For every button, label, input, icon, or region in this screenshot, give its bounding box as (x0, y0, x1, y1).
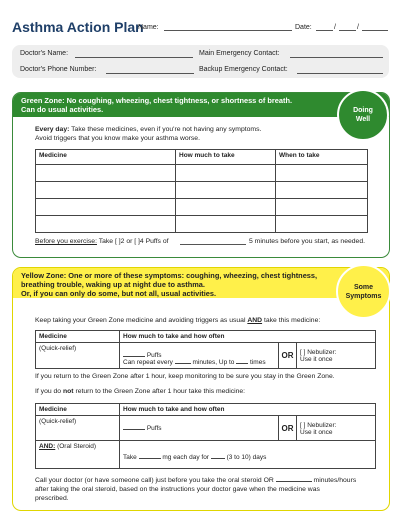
table-cell[interactable] (36, 182, 176, 199)
exercise-instruction (35, 238, 169, 245)
keep-post: take this medicine: (263, 317, 321, 324)
call-line1-pre: Call your doctor (or have someone call) just before you take the oral steroid OR (35, 477, 274, 484)
puffs-field[interactable] (123, 429, 145, 430)
some-symptoms-badge (336, 264, 391, 319)
name-field[interactable] (164, 30, 292, 31)
dose-cell[interactable] (120, 343, 279, 369)
exercise-end-text: 5 minutes before you start, as needed. (249, 238, 365, 245)
table-header-row (36, 331, 376, 343)
nebulizer-cell[interactable] (297, 343, 376, 369)
not-post: return to the Green Zone after 1 hour take this medicine: (75, 388, 246, 395)
keep-pre: Keep taking your Green Zone medicine and avoiding triggers as usual (35, 317, 246, 324)
badge-line: Some (353, 283, 374, 291)
date-label: Date: (295, 24, 312, 31)
everyday-label: Every day: (35, 126, 70, 133)
exercise-label: Before you exercise: (35, 238, 97, 245)
call-time-field[interactable] (276, 481, 312, 482)
contact-box (12, 45, 389, 78)
everyday-text: Take these medicines, even if you're not having any symptoms. (71, 126, 262, 133)
doctor-phone-label: Doctor's Phone Number: (20, 66, 97, 73)
table-row[interactable] (36, 343, 376, 369)
call-doctor-line1 (35, 477, 356, 484)
take-pre: Take (123, 454, 137, 461)
doctor-name-label: Doctor's Name: (20, 50, 69, 57)
not-word: not (62, 388, 74, 395)
date-year-field[interactable] (362, 30, 388, 31)
doctor-name-field[interactable] (75, 57, 193, 58)
main-emergency-field[interactable] (290, 57, 383, 58)
green-medicine-table (35, 149, 368, 233)
green-zone (12, 92, 390, 258)
table-cell[interactable] (176, 182, 276, 199)
keep-and: AND (247, 317, 263, 324)
avoid-triggers-text: Avoid triggers that you know make your asthma worse. (35, 135, 200, 142)
medicine-header: Medicine (36, 404, 120, 416)
keep-taking-text (35, 317, 320, 324)
yellow-zone-header (13, 268, 389, 298)
yellow-medicine-table-2 (35, 403, 376, 469)
table-row[interactable] (36, 441, 376, 469)
oral-steroid-label: (Oral Steroid) (57, 443, 97, 450)
when-header: When to take (276, 150, 368, 165)
take-mid: mg each day for (162, 454, 209, 461)
doctor-phone-field[interactable] (106, 73, 194, 74)
table-header-row (36, 404, 376, 416)
table-cell[interactable] (276, 165, 368, 182)
table-cell[interactable] (176, 199, 276, 216)
puffs-field[interactable] (123, 356, 145, 357)
repeat-post: times (250, 359, 266, 366)
doing-well-badge (337, 89, 389, 141)
medicine-header: Medicine (36, 150, 176, 165)
yellow-medicine-table-1 (35, 330, 376, 369)
table-cell[interactable] (36, 199, 176, 216)
medicine-header: Medicine (36, 331, 120, 343)
table-cell[interactable] (276, 199, 368, 216)
table-row[interactable] (36, 165, 368, 182)
nebulizer-option[interactable]: [ ] Nebulizer: (300, 349, 337, 356)
or-label: OR (279, 416, 297, 441)
date-month-field[interactable] (316, 30, 333, 31)
use-once-label: Use it once (300, 429, 333, 436)
table-cell[interactable] (176, 165, 276, 182)
yellow-header-line2: breathing trouble, waking up at night due to asthma. (21, 280, 205, 289)
date-separator: / (334, 24, 336, 31)
repeat-minutes-field[interactable] (175, 363, 191, 364)
backup-emergency-label: Backup Emergency Contact: (199, 66, 288, 73)
badge-line: Symptoms (345, 292, 382, 300)
badge-line: Well (355, 116, 371, 123)
use-once-label: Use it once (300, 356, 333, 363)
oral-steroid-cell[interactable] (36, 441, 120, 469)
quick-relief-cell[interactable] (36, 416, 120, 441)
table-row[interactable] (36, 199, 368, 216)
page-header (12, 19, 392, 35)
steroid-dose-cell[interactable] (120, 441, 376, 469)
table-cell[interactable] (276, 216, 368, 233)
call-doctor-line3: prescribed. (35, 495, 69, 502)
puffs-label: Puffs (146, 352, 162, 359)
everyday-instruction (35, 126, 261, 133)
table-cell[interactable] (276, 182, 368, 199)
how-much-header: How much to take (176, 150, 276, 165)
take-post: (3 to 10) days (226, 454, 267, 461)
yellow-header-line1: Yellow Zone: One or more of these symptoms: coughing, wheezing, chest tightness, (21, 271, 318, 280)
table-cell[interactable] (36, 165, 176, 182)
main-emergency-label: Main Emergency Contact: (199, 50, 280, 57)
and-label: AND: (39, 443, 56, 450)
repeat-times-field[interactable] (236, 363, 248, 364)
yellow-zone (12, 267, 390, 511)
puffs-label: Puffs (146, 425, 162, 432)
nebulizer-option[interactable]: [ ] Nebulizer: (300, 422, 337, 429)
not-return-text (35, 388, 245, 395)
table-row[interactable] (36, 216, 368, 233)
name-label: Name: (138, 24, 159, 31)
dose-cell[interactable] (120, 416, 279, 441)
badge-line: Doing (353, 107, 373, 114)
repeat-pre: Can repeat every (123, 359, 173, 366)
green-header-line1: Green Zone: No coughing, wheezing, chest tightness, or shortness of breath. (21, 96, 293, 105)
quick-relief-label: (Quick-relief) (39, 345, 77, 352)
call-doctor-line2: after taking the oral steroid, based on the instructions your doctor gave when the medicine was (35, 486, 320, 493)
exercise-text: Take [ ]2 or [ ]4 Puffs of (98, 238, 169, 245)
how-much-header: How much to take and how often (120, 331, 376, 343)
how-much-header: How much to take and how often (120, 404, 376, 416)
table-cell[interactable] (36, 216, 176, 233)
table-header-row (36, 150, 368, 165)
steroid-mg-field[interactable] (139, 458, 161, 459)
nebulizer-cell[interactable] (297, 416, 376, 441)
steroid-days-field[interactable] (211, 458, 225, 459)
yellow-header-line3: Or, if you can only do some, but not all, usual activities. (21, 289, 217, 298)
table-row[interactable] (36, 416, 376, 441)
green-header-line2: Can do usual activities. (21, 105, 104, 114)
call-line1-post: minutes/hours (313, 477, 357, 484)
page-title: Asthma Action Plan (12, 19, 144, 35)
table-row[interactable] (36, 182, 368, 199)
quick-relief-label: (Quick-relief) (39, 418, 77, 425)
date-separator: / (357, 24, 359, 31)
table-cell[interactable] (176, 216, 276, 233)
backup-emergency-field[interactable] (297, 73, 383, 74)
exercise-medicine-field[interactable] (180, 244, 246, 245)
date-day-field[interactable] (339, 30, 356, 31)
or-label: OR (279, 343, 297, 369)
return-green-text: If you return to the Green Zone after 1 hour, keep monitoring to be sure you stay in the Green Zone. (35, 373, 335, 380)
green-zone-header (13, 93, 389, 117)
not-pre: If you do (35, 388, 62, 395)
repeat-mid: minutes, Up to (192, 359, 235, 366)
quick-relief-cell[interactable] (36, 343, 120, 369)
